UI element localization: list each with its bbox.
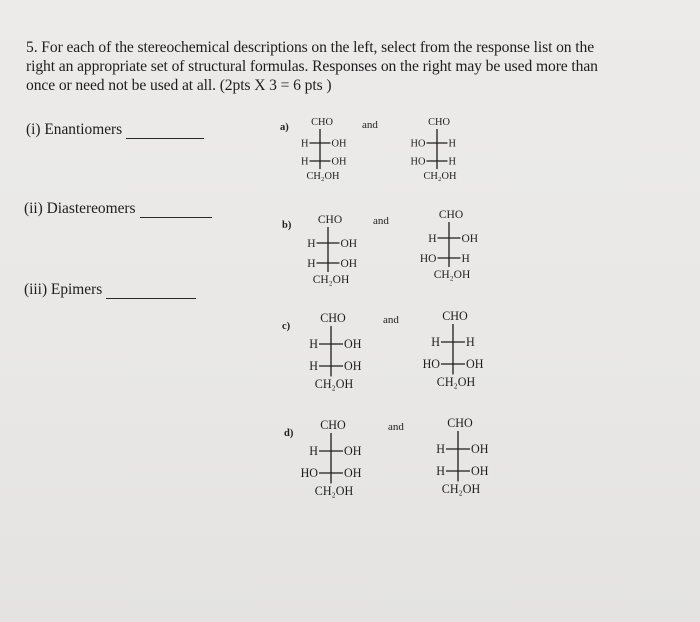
fischer-left-substituent: H — [301, 156, 309, 168]
fischer-left-substituent: HO — [300, 466, 318, 481]
fischer-top-group: CHO — [320, 418, 346, 432]
fischer-bottom-group: CH₂OH — [441, 482, 481, 496]
response-joiner: and — [362, 119, 378, 131]
fischer-bottom-group: CH₂OH — [423, 171, 457, 182]
fischer-right-substituent: OH — [344, 359, 362, 374]
fischer-right-substituent: OH — [461, 233, 479, 245]
fischer-left-substituent: H — [436, 464, 445, 479]
fischer-bottom-group: CH₂OH — [314, 377, 354, 391]
fischer-right-substituent: OH — [344, 337, 362, 352]
fischer-bottom-group: CH₂OH — [306, 171, 340, 182]
fischer-left-substituent: H — [309, 337, 318, 352]
fischer-bottom-group: CH₂OH — [433, 269, 471, 281]
fischer-right-substituent: H — [448, 138, 456, 150]
description-label: (i) Enantiomers — [26, 121, 123, 138]
fischer-top-group: CHO — [438, 209, 464, 221]
response-letter: d) — [284, 428, 294, 439]
fischer-top-group: CHO — [311, 117, 333, 128]
fischer-bottom-group: CH₂OH — [314, 484, 354, 498]
question-line: right an appropriate set of structural formulas. Responses on the right may be used more than — [26, 58, 598, 75]
fischer-top-group: CHO — [442, 309, 468, 323]
fischer-right-substituent: OH — [466, 357, 484, 372]
fischer-left-substituent: HO — [410, 156, 426, 168]
fischer-top-group: CHO — [447, 416, 473, 430]
fischer-right-substituent: OH — [340, 238, 358, 250]
fischer-right-substituent: OH — [344, 444, 362, 459]
fischer-left-substituent: HO — [419, 253, 437, 265]
fischer-right-substituent: OH — [471, 464, 489, 479]
fischer-left-substituent: H — [431, 335, 440, 350]
fischer-right-substituent: OH — [331, 156, 347, 168]
fischer-left-substituent: H — [428, 233, 437, 245]
fischer-top-group: CHO — [428, 117, 450, 128]
fischer-right-substituent: H — [448, 156, 456, 168]
fischer-bottom-group: CH₂OH — [312, 274, 350, 286]
fischer-bottom-group: CH₂OH — [436, 375, 476, 389]
fischer-right-substituent: OH — [331, 138, 347, 150]
response-letter: a) — [280, 122, 289, 133]
fischer-left-substituent: H — [307, 238, 316, 250]
description-label: (iii) Epimers — [24, 281, 103, 298]
response-letter: c) — [282, 321, 291, 332]
fischer-right-substituent: H — [461, 253, 470, 265]
fischer-left-substituent: H — [436, 442, 445, 457]
fischer-right-substituent: OH — [471, 442, 489, 457]
response-joiner: and — [373, 215, 389, 227]
fischer-left-substituent: H — [301, 138, 309, 150]
response-joiner: and — [383, 314, 399, 326]
response-joiner: and — [388, 421, 404, 433]
fischer-right-substituent: OH — [340, 258, 358, 270]
fischer-left-substituent: HO — [410, 138, 426, 150]
fischer-left-substituent: H — [307, 258, 316, 270]
response-letter: b) — [282, 220, 292, 231]
fischer-top-group: CHO — [317, 214, 343, 226]
question-line: 5. For each of the stereochemical descriptions on the left, select from the response list on the — [26, 39, 595, 56]
question-line: once or need not be used at all. (2pts X 3 = 6 pts ) — [26, 77, 332, 94]
fischer-left-substituent: H — [309, 359, 318, 374]
fischer-right-substituent: OH — [344, 466, 362, 481]
fischer-left-substituent: H — [309, 444, 318, 459]
description-label: (ii) Diastereomers — [24, 200, 136, 217]
fischer-right-substituent: H — [466, 335, 475, 350]
fischer-top-group: CHO — [320, 311, 346, 325]
fischer-left-substituent: HO — [422, 357, 440, 372]
